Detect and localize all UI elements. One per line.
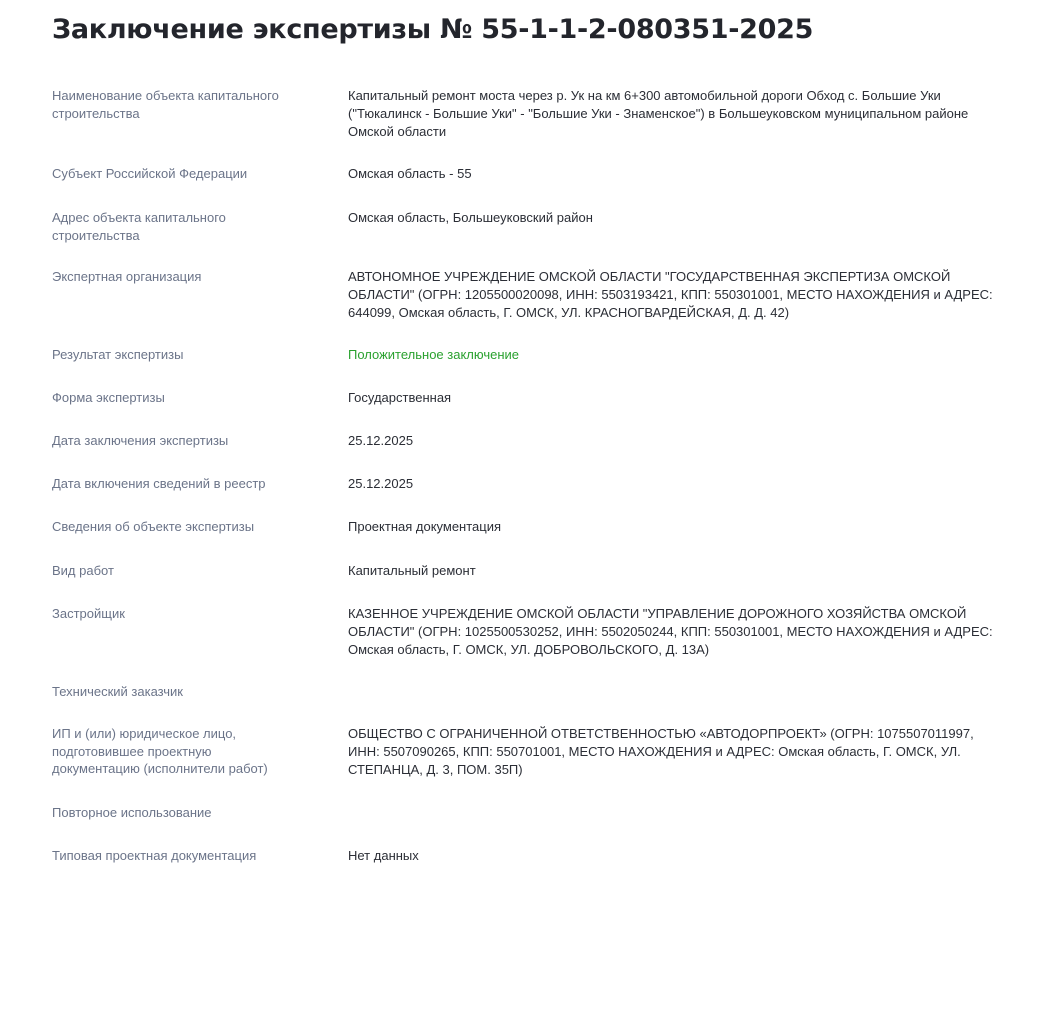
detail-value: Проектная документация bbox=[348, 519, 502, 534]
detail-label: Адрес объекта капитального строительства bbox=[52, 210, 226, 243]
detail-label: Технический заказчик bbox=[52, 684, 183, 699]
detail-label: Результат экспертизы bbox=[52, 347, 184, 362]
detail-label: Вид работ bbox=[52, 563, 114, 578]
detail-value: Нет данных bbox=[348, 848, 419, 863]
detail-label: Наименование объекта капитального строительства bbox=[52, 88, 279, 121]
detail-value: 25.12.2025 bbox=[348, 476, 414, 491]
page-title: Заключение экспертизы № 55-1-1-2-080351-2025 bbox=[52, 14, 814, 45]
detail-label: Субъект Российской Федерации bbox=[52, 166, 248, 181]
detail-value: АВТОНОМНОЕ УЧРЕЖДЕНИЕ ОМСКОЙ ОБЛАСТИ "ГОСУДАРСТВЕННАЯ ЭКСПЕРТИЗА ОМСКОЙ ОБЛАСТИ" (ОГРН: 1205500020098, ИНН: 5503193421, КПП: 550301001, МЕСТО НАХОЖДЕНИЯ и АДРЕС: 644099, Омская область, Г. ОМСК, УЛ. КРАСНОГВАРДЕЙСКАЯ, Д. Д. 42) bbox=[348, 269, 993, 320]
detail-label: Дата включения сведений в реестр bbox=[52, 476, 266, 491]
detail-value: КАЗЕННОЕ УЧРЕЖДЕНИЕ ОМСКОЙ ОБЛАСТИ "УПРАВЛЕНИЕ ДОРОЖНОГО ХОЗЯЙСТВА ОМСКОЙ ОБЛАСТИ" (ОГРН: 1025500530252, ИНН: 5502050244, КПП: 550301001, МЕСТО НАХОЖДЕНИЯ и АДРЕС: Омская область, Г. ОМСК, УЛ. ДОБРОВОЛЬСКОГО, Д. 13А) bbox=[348, 606, 993, 657]
detail-label: Типовая проектная документация bbox=[52, 848, 257, 863]
detail-label: Дата заключения экспертизы bbox=[52, 433, 229, 448]
detail-value: Омская область - 55 bbox=[348, 166, 472, 181]
detail-value: Омская область, Большеуковский район bbox=[348, 210, 593, 225]
detail-value: Государственная bbox=[348, 390, 452, 405]
detail-label: Сведения об объекте экспертизы bbox=[52, 519, 255, 534]
detail-value: 25.12.2025 bbox=[348, 433, 414, 448]
detail-value: ОБЩЕСТВО С ОГРАНИЧЕННОЙ ОТВЕТСТВЕННОСТЬЮ «АВТОДОРПРОЕКТ» (ОГРН: 1075507011997, ИНН: 5507090265, КПП: 550701001, МЕСТО НАХОЖДЕНИЯ и АДРЕС: Омская область, Г. ОМСК, УЛ. СТЕПАНЦА, Д. 3, ПОМ. 35П) bbox=[348, 726, 974, 777]
detail-label: ИП и (или) юридическое лицо, подготовившее проектную документацию (исполнители работ) bbox=[52, 726, 268, 776]
status-result-value: Положительное заключение bbox=[348, 347, 520, 362]
detail-label: Экспертная организация bbox=[52, 269, 202, 284]
detail-label: Повторное использование bbox=[52, 805, 212, 820]
detail-value: Капитальный ремонт bbox=[348, 563, 476, 578]
detail-label: Застройщик bbox=[52, 606, 125, 621]
detail-value: Капитальный ремонт моста через р. Ук на км 6+300 автомобильной дороги Обход с. Большие Уки ("Тюкалинск - Большие Уки" - "Большие Уки - Знаменское") в Большеуковском муниципальном районе Омской области bbox=[348, 88, 969, 139]
detail-label: Форма экспертизы bbox=[52, 390, 165, 405]
